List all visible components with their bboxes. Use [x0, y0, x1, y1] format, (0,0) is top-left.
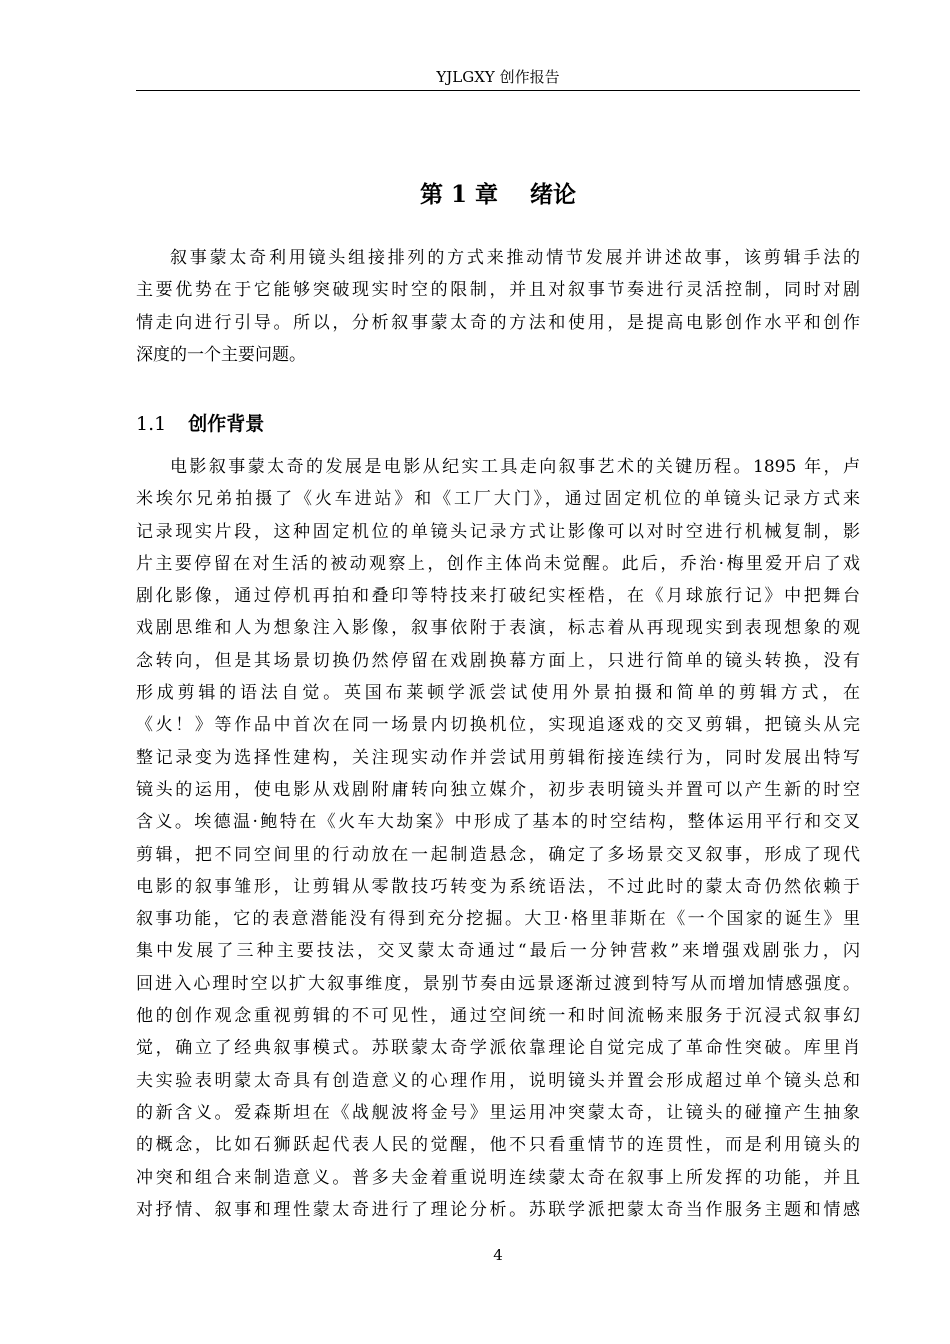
- paragraph-line: 叙事蒙太奇利用镜头组接排列的方式来推动情节发展并讲述故事，该剪辑手法的: [170, 248, 860, 268]
- paragraph-line: 夫实验表明蒙太奇具有创造意义的心理作用，说明镜头并置会形成超过单个镜头总和: [136, 1070, 860, 1091]
- paragraph-line: 剧化影像，通过停机再拍和叠印等特技来打破纪实桎梏，在《月球旅行记》中把舞台: [136, 586, 860, 607]
- section-heading: [136, 406, 264, 442]
- paragraph-line: 剪辑，把不同空间里的行动放在一起制造悬念，确定了多场景交叉叙事，形成了现代: [136, 844, 860, 865]
- paragraph-line: 电影的叙事雏形，让剪辑从零散技巧转变为系统语法，不过此时的蒙太奇仍然依赖于: [136, 876, 860, 897]
- paragraph-line: 主要优势在于它能够突破现实时空的限制，并且对叙事节奏进行灵活控制，同时对剧: [136, 280, 860, 301]
- paragraph-line: 米埃尔兄弟拍摄了《火车进站》和《工厂大门》，通过固定机位的单镜头记录方式来: [136, 489, 860, 510]
- paragraph-line: 戏剧思维和人为想象注入影像，叙事依附于表演，标志着从再现现实到表现想象的观: [136, 618, 860, 639]
- running-header: YJLGXY 创作报告: [436, 68, 560, 86]
- paragraph-line: 的新含义。爱森斯坦在《战舰波将金号》里运用冲突蒙太奇，让镜头的碰撞产生抽象: [136, 1102, 860, 1123]
- chapter-title: 第 1 章 绪论: [419, 181, 577, 208]
- section-title: 创作背景: [188, 413, 265, 435]
- paragraph-line: 《火！》等作品中首次在同一场景内切换机位，实现追逐戏的交叉剪辑，把镜头从完: [136, 715, 860, 736]
- paragraph-line: 叙事功能，它的表意潜能没有得到充分挖掘。大卫·格里菲斯在《一个国家的诞生》里: [136, 909, 860, 930]
- paragraph-line: 形成剪辑的语法自觉。英国布莱顿学派尝试使用外景拍摄和简单的剪辑方式，在: [136, 683, 860, 704]
- paragraph-line: 记录现实片段，这种固定机位的单镜头记录方式让影像可以对时空进行机械复制，影: [136, 521, 860, 542]
- paragraph-line: 冲突和组合来制造意义。普多夫金着重说明连续蒙太奇在叙事上所发挥的功能，并且: [136, 1167, 860, 1188]
- paragraph-line: 回进入心理时空以扩大叙事维度，景别节奏由远景逐渐过渡到特写从而增加情感强度。: [136, 973, 860, 994]
- paragraph-line: 集中发展了三种主要技法，交叉蒙太奇通过“最后一分钟营救”来增强戏剧张力，闪: [136, 941, 860, 962]
- paragraph-line: 电影叙事蒙太奇的发展是电影从纪实工具走向叙事艺术的关键历程。1895 年，卢: [170, 457, 860, 477]
- paragraph-line: 深度的一个主要问题。: [136, 344, 306, 365]
- section-number: 1.1: [136, 413, 167, 435]
- intro-paragraph: [136, 242, 860, 371]
- paragraph-line: 他的创作观念重视剪辑的不可见性，通过空间统一和时间流畅来服务于沉浸式叙事幻: [136, 1006, 860, 1027]
- paragraph-line: 觉，确立了经典叙事模式。苏联蒙太奇学派依靠理论自觉完成了革命性突破。库里肖: [136, 1038, 860, 1059]
- header-divider: [136, 90, 860, 91]
- paragraph-line: 镜头的运用，使电影从戏剧附庸转向独立媒介，初步表明镜头并置可以产生新的时空: [136, 779, 860, 800]
- page-number: 4: [493, 1246, 503, 1264]
- paragraph-line: 片主要停留在对生活的被动观察上，创作主体尚未觉醒。此后，乔治·梅里爱开启了戏: [136, 553, 860, 574]
- paragraph-line: 情走向进行引导。所以，分析叙事蒙太奇的方法和使用，是提高电影创作水平和创作: [136, 312, 860, 333]
- paragraph-line: 念转向，但是其场景切换仍然停留在戏剧换幕方面上，只进行简单的镜头转换，没有: [136, 650, 860, 671]
- paragraph-line: 的概念，比如石狮跃起代表人民的觉醒，他不只看重情节的连贯性，而是利用镜头的: [136, 1135, 860, 1156]
- background-paragraph: [136, 451, 860, 1226]
- paragraph-line: 含义。埃德温·鲍特在《火车大劫案》中形成了基本的时空结构，整体运用平行和交叉: [136, 812, 860, 833]
- paragraph-line: 对抒情、叙事和理性蒙太奇进行了理论分析。苏联学派把蒙太奇当作服务主题和情感: [136, 1199, 860, 1220]
- paragraph-line: 整记录变为选择性建构，关注现实动作并尝试用剪辑衔接连续行为，同时发展出特写: [136, 747, 860, 768]
